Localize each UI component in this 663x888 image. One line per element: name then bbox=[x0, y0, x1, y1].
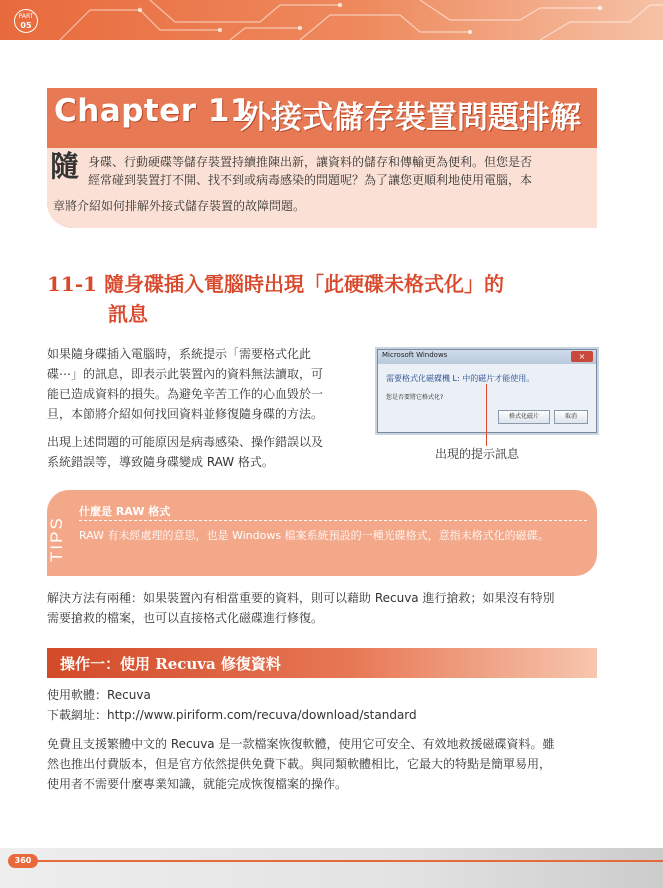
body-line: 碟⋯」的訊息，即表示此裝置內的資料無法讀取，可 bbox=[47, 367, 324, 381]
tips-title: 什麼是 RAW 格式 bbox=[79, 505, 171, 518]
dialog-question: 您是否要將它格式化? bbox=[386, 394, 444, 401]
tips-text: RAW 有未經處理的意思，也是 Windows 檔案系統預設的一種光碟格式，意指未格式化的磁碟。 bbox=[79, 529, 549, 542]
body-line: 出現上述問題的可能原因是病毒感染、操作錯誤以及 bbox=[47, 435, 324, 449]
part-badge bbox=[14, 9, 38, 33]
body-line: 需要搶救的檔案，也可以直接格式化磁碟進行修復。 bbox=[47, 611, 324, 625]
part-label: PART bbox=[18, 13, 34, 20]
intro-line: 章將介紹如何排解外接式儲存裝置的故障問題。 bbox=[53, 199, 306, 213]
download-line: 下載網址：http://www.piriform.com/recuva/download/standard bbox=[47, 708, 417, 722]
section-title: 11-1 隨身碟插入電腦時出現「此硬碟未格式化」的 bbox=[47, 272, 505, 296]
format-dialog bbox=[377, 349, 597, 433]
footer-band bbox=[0, 848, 663, 888]
format-disk-button[interactable]: 格式化磁片 bbox=[498, 410, 550, 424]
body-line: 然也推出付費版本，但是官方依然提供免費下載。與同類軟體相比，它最大的特點是簡單易用， bbox=[47, 757, 552, 771]
body-line: 能已造成資料的損失。為避免辛苦工作的心血毀於一 bbox=[47, 387, 324, 401]
close-icon[interactable]: × bbox=[571, 351, 593, 362]
body-line: 如果隨身碟插入電腦時，系統提示「需要格式化此 bbox=[47, 347, 312, 361]
header-band bbox=[0, 0, 663, 40]
body-line: 系統錯誤等，導致隨身碟變成 RAW 格式。 bbox=[47, 455, 274, 469]
footer-rule bbox=[38, 860, 663, 862]
dropcap: 隨 bbox=[50, 149, 80, 183]
software-line: 使用軟體：Recuva bbox=[47, 688, 151, 702]
cancel-button[interactable]: 取消 bbox=[554, 410, 588, 424]
body-line: 旦，本節將介紹如何找回資料並修復隨身碟的方法。 bbox=[47, 407, 324, 421]
callout-line bbox=[486, 384, 487, 446]
intro-line: 經常碰到裝置打不開、找不到或病毒感染的問題呢？為了讓您更順利地使用電腦，本 bbox=[88, 173, 533, 187]
operation-title: 操作一：使用 Recuva 修復資料 bbox=[60, 655, 281, 673]
dialog-title: Microsoft Windows bbox=[382, 351, 448, 359]
section-title-cont: 訊息 bbox=[108, 302, 148, 326]
body-line: 使用者不需要什麼專業知識，就能完成恢復檔案的操作。 bbox=[47, 777, 348, 791]
circuit-pattern bbox=[0, 0, 663, 40]
part-number: 05 bbox=[20, 21, 32, 30]
tips-label-text: TIPS bbox=[47, 516, 66, 562]
intro-line: 身碟、行動硬碟等儲存裝置持續推陳出新，讓資料的儲存和傳輸更為便利。但您是否 bbox=[88, 155, 533, 169]
dialog-message: 需要格式化磁碟機 L: 中的磁片才能使用。 bbox=[386, 374, 535, 383]
body-line: 免費且支援繁體中文的 Recuva 是一款檔案恢復軟體，使用它可安全、有效地救援磁碟資料。雖 bbox=[47, 737, 555, 751]
tips-divider bbox=[79, 520, 587, 521]
page-number: 360 bbox=[8, 854, 38, 868]
tips-label bbox=[44, 498, 70, 568]
chapter-number: Chapter 11 bbox=[54, 93, 252, 129]
body-line: 解決方法有兩種：如果裝置內有相當重要的資料，則可以藉助 Recuva 進行搶救；如果沒有特別 bbox=[47, 591, 555, 605]
chapter-title: 外接式儲存裝置問題排解 bbox=[240, 100, 581, 136]
figure-caption: 出現的提示訊息 bbox=[435, 447, 520, 461]
